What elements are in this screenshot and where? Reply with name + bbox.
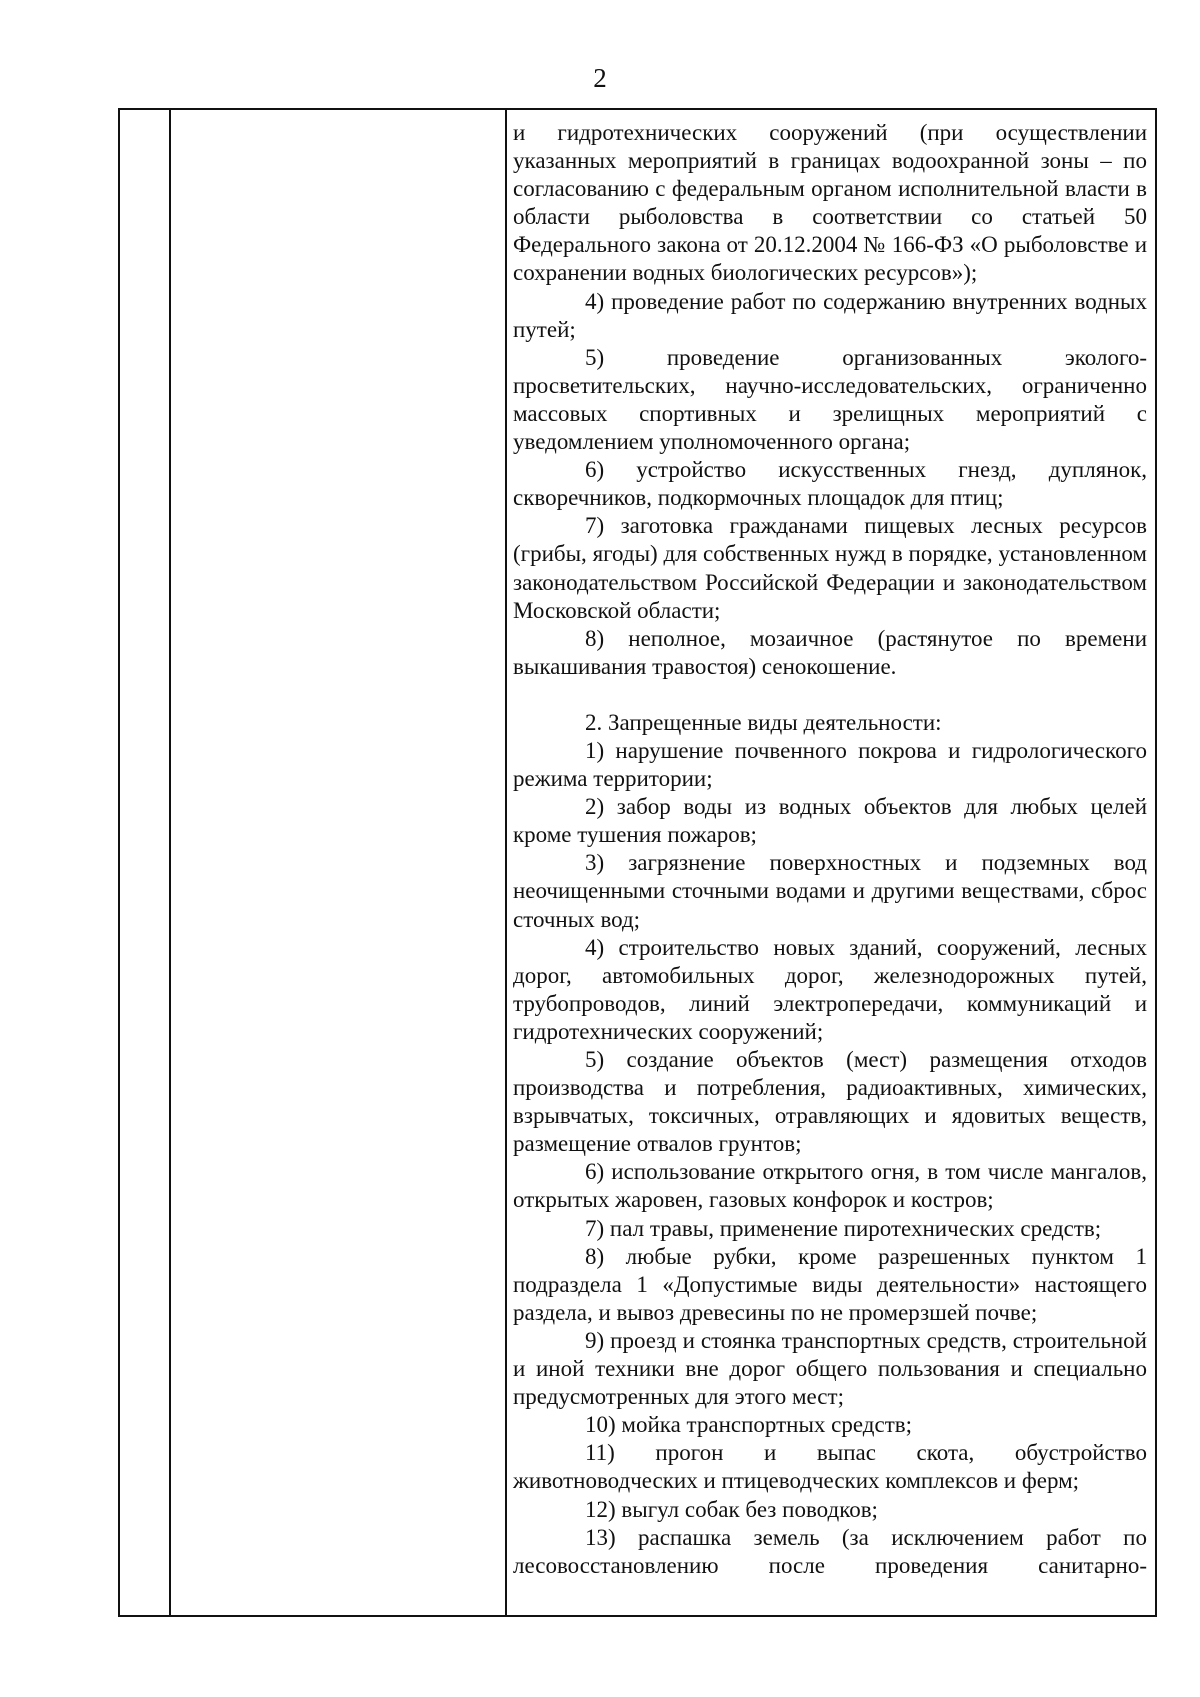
prohibited-item-8: 8) любые рубки, кроме разрешенных пунктом 1 подраздела 1 «Допустимые виды деятельности» настоящего раздела, и вывоз древесины по не промерзшей почве; xyxy=(513,1243,1147,1325)
table-column-content xyxy=(513,119,1147,1580)
prohibited-item-12: 12) выгул собак без поводков; xyxy=(585,1496,878,1522)
prohibited-item-9: 9) проезд и стоянка транспортных средств, строительной и иной техники вне дорог общего пользования и специально предусмотренных для этого мест; xyxy=(513,1327,1147,1410)
allowed-item-7: 7) заготовка гражданами пищевых лесных ресурсов (грибы, ягоды) для собственных нужд в порядке, установленном законодательством Российской Федерации и законодательством Московской области; xyxy=(513,513,1147,623)
allowed-item-8: 8) неполное, мозаичное (растянутое по времени выкашивания травостоя) сенокошение. xyxy=(513,625,1147,679)
prohibited-item-13: 13) распашка земель (за исключением работ по лесовосстановлению после проведения санитарно- xyxy=(513,1524,1147,1578)
paragraph-continuation: и гидротехнических сооружений (при осуществлении указанных мероприятий в границах водоохранной зоны – по согласованию с федеральным органом исполнительной власти в области рыболовства в соответствии со статьей 50 Федерального закона от 20.12.2004 № 166-ФЗ «О рыболовстве и сохранении водных биологических ресурсов»); xyxy=(513,120,1147,286)
document-table xyxy=(118,108,1157,1617)
prohibited-item-6: 6) использование открытого огня, в том числе мангалов, открытых жаровен, газовых конфорок и костров; xyxy=(513,1159,1147,1213)
prohibited-item-7: 7) пал травы, применение пиротехнических средств; xyxy=(585,1215,1102,1241)
section-heading-prohibited: 2. Запрещенные виды деятельности: xyxy=(585,709,942,735)
paragraph-spacer xyxy=(513,681,1147,709)
prohibited-item-5: 5) создание объектов (мест) размещения отходов производства и потребления, радиоактивных, химических, взрывчатых, токсичных, отравляющих и ядовитых веществ, размещение отвалов грунтов; xyxy=(513,1047,1147,1157)
allowed-item-6: 6) устройство искусственных гнезд, дуплянок, скворечников, подкормочных площадок для птиц; xyxy=(513,457,1147,511)
page-number: 2 xyxy=(593,63,607,93)
prohibited-item-4: 4) строительство новых зданий, сооружений, лесных дорог, автомобильных дорог, железнодорожных путей, трубопроводов, линий электропередачи, коммуникаций и гидротехнических сооружений; xyxy=(513,934,1147,1044)
table-column-number xyxy=(120,110,171,1615)
prohibited-item-2: 2) забор воды из водных объектов для любых целей кроме тушения пожаров; xyxy=(513,794,1147,848)
allowed-item-4: 4) проведение работ по содержанию внутренних водных путей; xyxy=(513,288,1147,342)
prohibited-item-11: 11) прогон и выпас скота, обустройство животноводческих и птицеводческих комплексов и ферм; xyxy=(513,1440,1147,1494)
prohibited-item-1: 1) нарушение почвенного покрова и гидрологического режима территории; xyxy=(513,737,1147,792)
prohibited-item-3: 3) загрязнение поверхностных и подземных вод неочищенными сточными водами и другими веществами, сброс сточных вод; xyxy=(513,850,1147,932)
prohibited-item-10: 10) мойка транспортных средств; xyxy=(585,1412,913,1438)
allowed-item-5: 5) проведение организованных эколого-просветительских, научно-исследовательских, ограниченно массовых спортивных и зрелищных мероприятий с уведомлением уполномоченного органа; xyxy=(513,344,1147,455)
table-column-name xyxy=(171,110,507,1615)
